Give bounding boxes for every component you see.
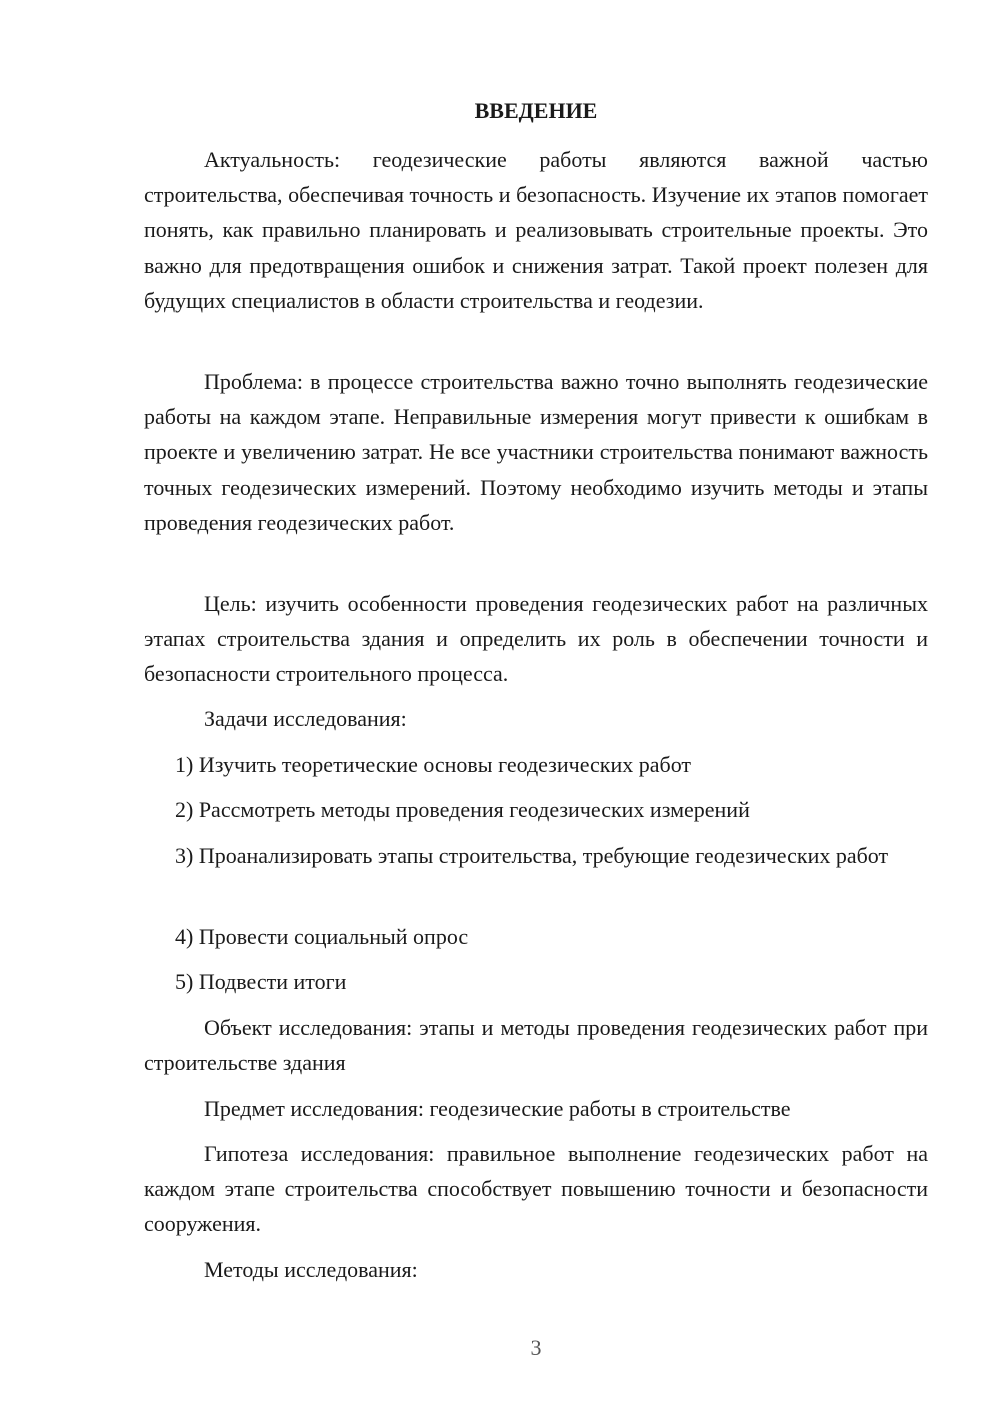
list-item-task-2: 2) Рассмотреть методы проведения геодезических измерений bbox=[175, 797, 750, 822]
list-item-task-5: 5) Подвести итоги bbox=[175, 969, 347, 994]
paragraph-subject: Предмет исследования: геодезические работы в строительстве bbox=[204, 1096, 791, 1121]
paragraph-relevance: Актуальность: геодезические работы являются важной частью строительства, обеспечивая точность и безопасность. Изучение их этапов помогает понять, как правильно планировать и реализовывать строительные проекты. Это важно для предотвращения ошибок и снижения затрат. Такой проект полезен для будущих специалистов в области строительства и геодезии. bbox=[144, 147, 928, 313]
page-title: ВВЕДЕНИЕ bbox=[474, 98, 598, 123]
paragraph-object: Объект исследования: этапы и методы проведения геодезических работ при строительстве здания bbox=[144, 1015, 928, 1076]
page-number: 3 bbox=[530, 1335, 542, 1360]
paragraph-goal: Цель: изучить особенности проведения геодезических работ на различных этапах строительства здания и определить их роль в обеспечении точности и безопасности строительного процесса. bbox=[144, 591, 928, 687]
list-item-task-3: 3) Проанализировать этапы строительства, требующие геодезических работ bbox=[175, 843, 889, 868]
paragraph-hypothesis: Гипотеза исследования: правильное выполнение геодезических работ на каждом этапе строительства способствует повышению точности и безопасности сооружения. bbox=[144, 1141, 928, 1237]
paragraph-methods: Методы исследования: bbox=[204, 1257, 418, 1282]
list-item-task-1: 1) Изучить теоретические основы геодезических работ bbox=[175, 752, 692, 777]
paragraph-tasks-heading: Задачи исследования: bbox=[204, 706, 407, 731]
list-item-task-4: 4) Провести социальный опрос bbox=[175, 924, 469, 949]
paragraph-problem: Проблема: в процессе строительства важно точно выполнять геодезические работы на каждом этапе. Неправильные измерения могут привести к ошибкам в проекте и увеличению затрат. Не все участники строительства понимают важность точных геодезических измерений. Поэтому необходимо изучить методы и этапы проведения геодезических работ. bbox=[144, 369, 928, 535]
